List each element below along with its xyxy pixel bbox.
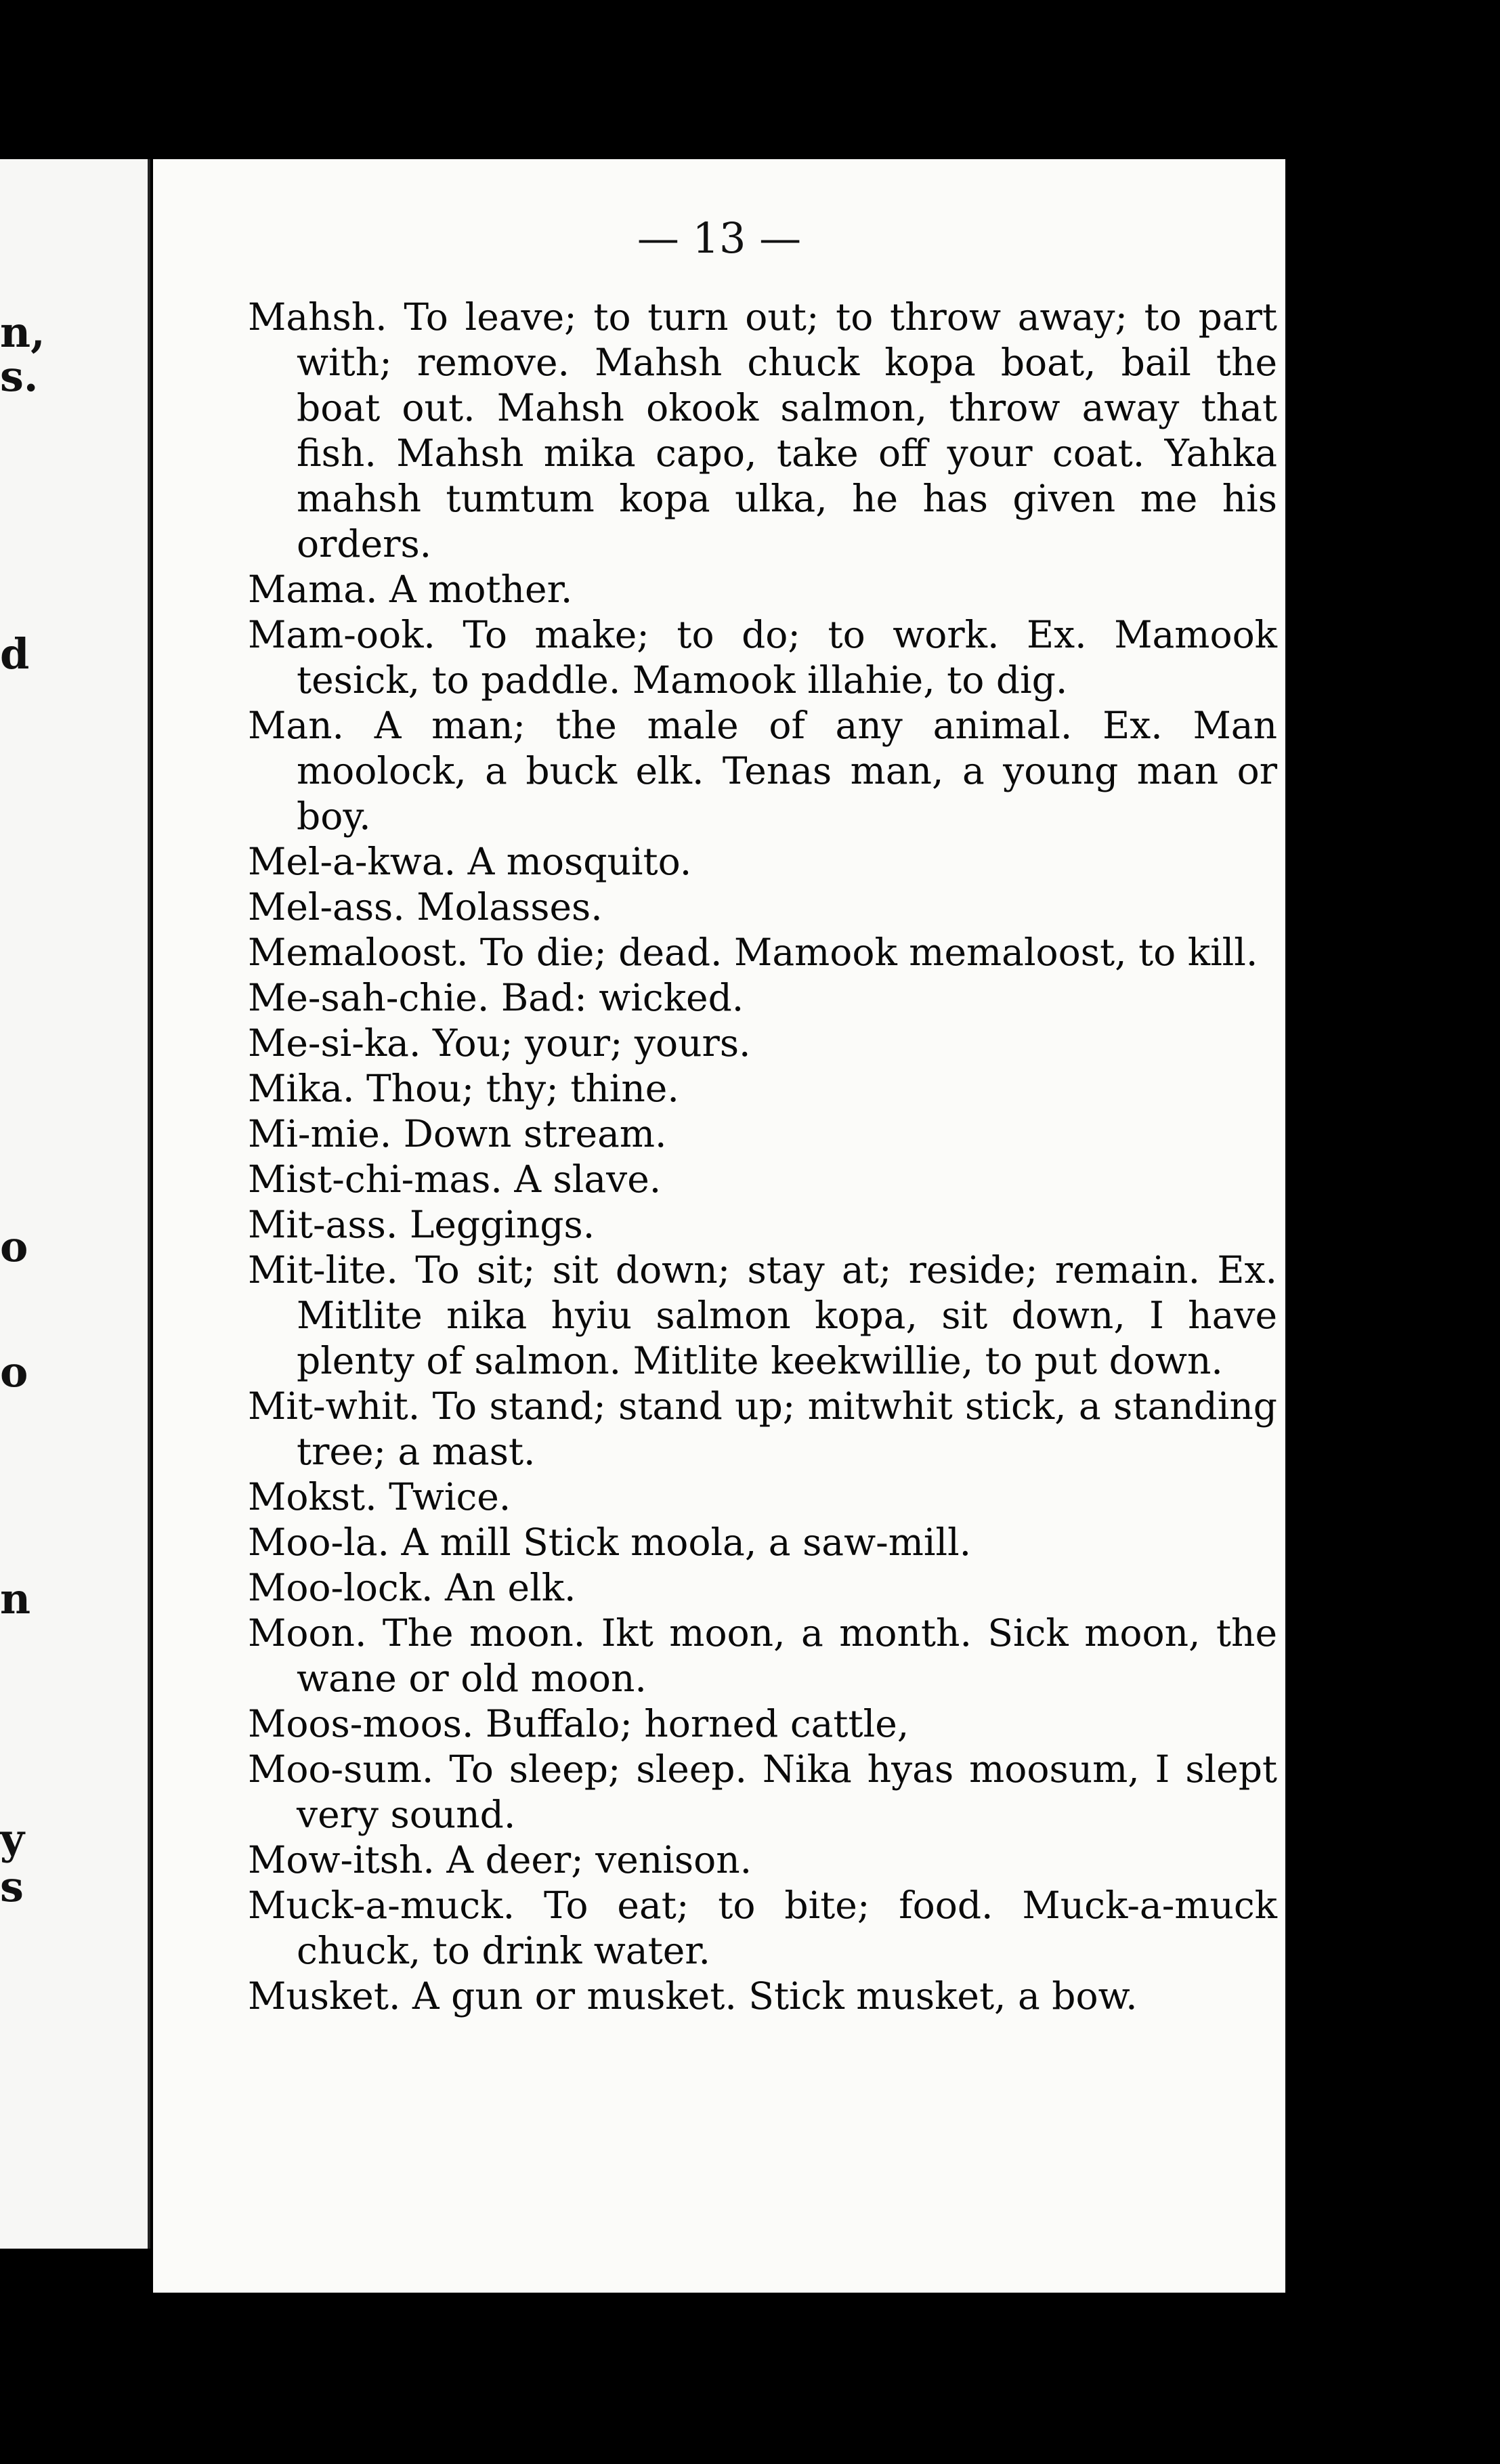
dictionary-entry: [248, 1611, 1277, 1701]
dictionary-entry: [248, 1520, 1277, 1565]
entry-headword: Mama.: [248, 568, 378, 611]
entry-definition: To make; to do; to work. Ex. Mamook tesick, to paddle. Mamook illahie, to dig.: [297, 613, 1278, 702]
dictionary-entry: [248, 839, 1277, 885]
dictionary-entry: [248, 1474, 1277, 1520]
entry-headword: Moo-lock.: [248, 1566, 433, 1609]
previous-page-fragment: y: [0, 1814, 25, 1864]
dictionary-entry: [248, 703, 1277, 839]
dictionary-entry: [248, 1111, 1277, 1157]
entry-headword: Mow-itsh.: [248, 1838, 435, 1882]
dictionary-entry: [248, 567, 1277, 612]
dictionary-entry: [248, 1066, 1277, 1111]
entry-headword: Moo-la.: [248, 1521, 389, 1564]
entry-definition: Buffalo; horned cattle,: [485, 1702, 909, 1745]
dictionary-entry: [248, 1384, 1277, 1474]
entry-definition: An elk.: [444, 1566, 576, 1609]
dictionary-entry: [248, 1157, 1277, 1202]
entry-definition: To sleep; sleep. Nika hyas moosum, I slept very sound.: [297, 1747, 1278, 1836]
previous-page-fragment: o: [0, 1222, 28, 1271]
entry-headword: Moo-sum.: [248, 1747, 434, 1791]
entry-headword: Me-si-ka.: [248, 1021, 421, 1065]
dictionary-entry: [248, 885, 1277, 930]
entry-headword: Mi-mie.: [248, 1112, 392, 1155]
entry-headword: Mit-lite.: [248, 1248, 398, 1292]
entry-definition: A mill Stick moola, a saw-mill.: [401, 1521, 972, 1564]
entry-definition: A man; the male of any animal. Ex. Man moolock, a buck elk. Tenas man, a young man or boy.: [297, 704, 1277, 838]
entry-definition: To die; dead. Mamook memaloost, to kill.: [479, 931, 1258, 974]
previous-page-fragment: s: [0, 1862, 24, 1911]
previous-page-edge: [0, 159, 150, 2249]
entry-definition: Down stream.: [403, 1112, 667, 1155]
entry-definition: A gun or musket. Stick musket, a bow.: [412, 1974, 1138, 2018]
entry-headword: Memaloost.: [248, 931, 469, 974]
dictionary-entry: [248, 295, 1277, 567]
previous-page-fragment: s.: [0, 352, 39, 401]
dictionary-entry: [248, 612, 1277, 703]
entry-definition: Molasses.: [416, 885, 603, 929]
entry-definition: A mosquito.: [467, 840, 692, 883]
entry-headword: Mel-ass.: [248, 885, 405, 929]
previous-page-fragment: d: [0, 629, 30, 679]
dictionary-entry: [248, 930, 1277, 975]
entry-definition: Thou; thy; thine.: [366, 1067, 679, 1110]
entry-headword: Moon.: [248, 1611, 367, 1655]
entry-definition: To stand; stand up; mitwhit stick, a standing tree; a mast.: [297, 1384, 1278, 1473]
dictionary-entry: [248, 1248, 1277, 1384]
entry-headword: Man.: [248, 704, 345, 747]
dictionary-entry: [248, 1838, 1277, 1883]
entry-definition: To eat; to bite; food. Muck-a-muck chuck, to drink water.: [297, 1884, 1277, 1972]
entry-headword: Mist-chi-mas.: [248, 1157, 502, 1201]
dictionary-entries: [248, 295, 1277, 2019]
entry-definition: To leave; to turn out; to throw away; to part with; remove. Mahsh chuck kopa boat, bail the boat out. Mahsh okook salmon, throw away that fish. Mahsh mika capo, take off your coat. Yahka mahsh tumtum kopa ulka, he has given me his orders.: [297, 295, 1277, 566]
book-page: [153, 159, 1285, 2293]
previous-page-fragment: n: [0, 1574, 31, 1623]
page-number: — 13 —: [637, 213, 802, 263]
entry-headword: Me-sah-chie.: [248, 976, 490, 1019]
entry-definition: Bad: wicked.: [500, 976, 744, 1019]
entry-headword: Mam-ook.: [248, 613, 435, 656]
entry-definition: The moon. Ikt moon, a month. Sick moon, the wane or old moon.: [297, 1611, 1277, 1700]
entry-definition: You; your; yours.: [432, 1021, 751, 1065]
entry-headword: Mel-a-kwa.: [248, 840, 456, 883]
entry-headword: Mokst.: [248, 1475, 377, 1518]
dictionary-entry: [248, 1202, 1277, 1248]
entry-definition: A deer; venison.: [446, 1838, 752, 1882]
dictionary-entry: [248, 1974, 1277, 2019]
entry-headword: Mika.: [248, 1067, 355, 1110]
dictionary-entry: [248, 975, 1277, 1021]
entry-definition: To sit; sit down; stay at; reside; remain. Ex. Mitlite nika hyiu salmon kopa, sit down, I have plenty of salmon. Mitlite keekwillie, to put down.: [297, 1248, 1278, 1382]
previous-page-fragment: n,: [0, 307, 45, 357]
entry-definition: A mother.: [389, 568, 573, 611]
dictionary-entry: [248, 1883, 1277, 1974]
entry-definition: Twice.: [389, 1475, 511, 1518]
entry-definition: Leggings.: [409, 1203, 595, 1246]
entry-headword: Mit-whit.: [248, 1384, 421, 1428]
entry-headword: Moos-moos.: [248, 1702, 474, 1745]
entry-headword: Mit-ass.: [248, 1203, 398, 1246]
dictionary-entry: [248, 1565, 1277, 1611]
entry-headword: Musket.: [248, 1974, 401, 2018]
entry-headword: Mahsh.: [248, 295, 387, 339]
dictionary-entry: [248, 1701, 1277, 1747]
dictionary-entry: [248, 1747, 1277, 1838]
entry-definition: A slave.: [514, 1157, 662, 1201]
entry-headword: Muck-a-muck.: [248, 1884, 515, 1927]
previous-page-fragment: o: [0, 1347, 28, 1397]
dictionary-entry: [248, 1021, 1277, 1066]
